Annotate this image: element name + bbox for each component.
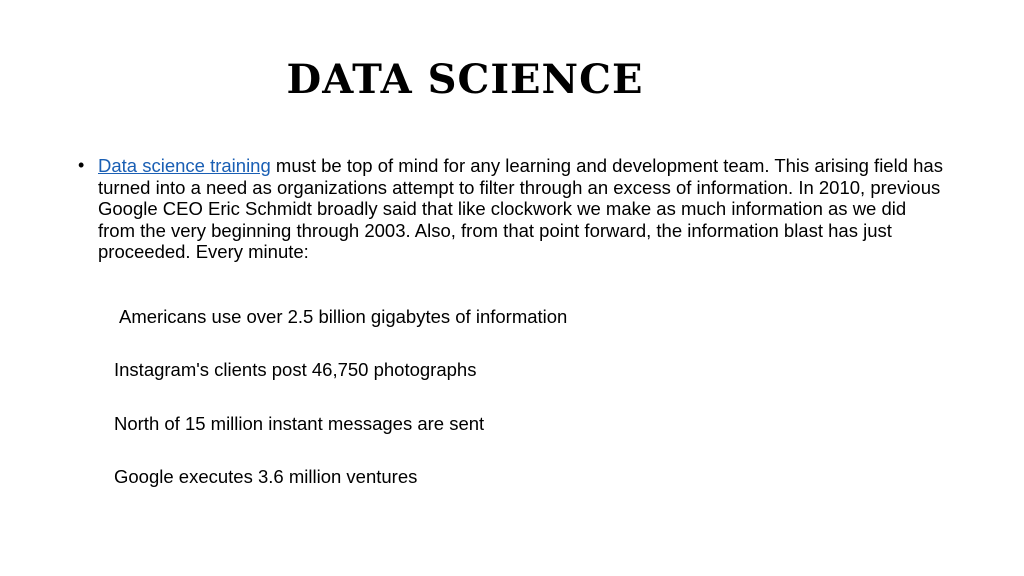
fact-americans-gigabytes: Americans use over 2.5 billion gigabytes of information <box>119 306 568 327</box>
bullet-paragraph <box>98 155 948 263</box>
fact-google-ventures: Google executes 3.6 million ventures <box>114 466 418 487</box>
fact-instant-messages: North of 15 million instant messages are sent <box>114 413 485 434</box>
bullet-body-text: must be top of mind for any learning and development team. This arising field has turned into a need as organizations attempt to filter through an excess of information. In 2010, previous Google CEO Eric Schmidt broadly said that like clockwork we make as much information as we did from the very beginning through 2003. Also, from that point forward, the information blast has just proceeded. Every minute: <box>98 155 943 262</box>
data-science-training-link[interactable]: Data science training <box>98 155 271 176</box>
slide-title: DATA SCIENCE <box>286 56 644 103</box>
fact-instagram-photographs: Instagram's clients post 46,750 photographs <box>114 359 477 380</box>
bullet-item <box>78 155 948 263</box>
bullet-marker: • <box>78 155 85 175</box>
